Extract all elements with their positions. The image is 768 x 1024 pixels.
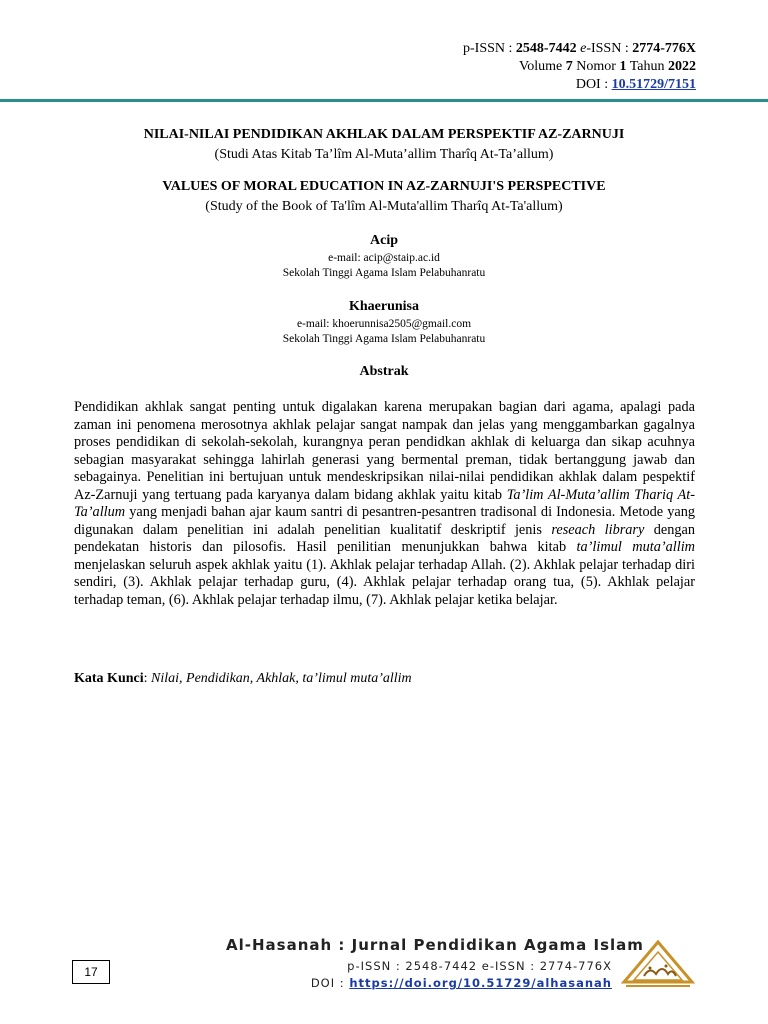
abstract-heading: Abstrak <box>359 364 409 379</box>
footer-journal-title: Al-Hasanah : Jurnal Pendidikan Agama Islam <box>226 936 644 954</box>
footer-doi: DOI : https://doi.org/10.51729/alhasanah <box>310 976 612 990</box>
title-indonesian: NILAI-NILAI PENDIDIKAN AKHLAK DALAM PERSPEKTIF AZ-ZARNUJI <box>143 127 625 142</box>
journal-header <box>463 40 696 94</box>
footer-doi-link[interactable]: https://doi.org/10.51729/alhasanah <box>349 976 612 990</box>
author-name: Khaerunisa <box>348 299 419 314</box>
abstract-body: Pendidikan akhlak sangat penting untuk digalakan karena merupakan bagian dari agama, apalagi pada zaman ini penomena merosotnya akhlak pelajar sangat nampak dan jelas yang menggambarkan gagalnya proses pendidikan di sekolah-sekolah, kurangnya peran pendidkan akhlak di keluarga dan sikap acuhnya sebagian masyarakat sehingga lahirlah generasi yang bermental preman, tidak bertanggung jawab dan sebagainya. Penelitian ini bertujuan untuk mendeskripsikan nilai-nilai pendidikan akhlak dalam pespektif Az-Zarnuji yang tertuang pada karyanya dalam bidang akhlak yaitu kitab Ta’lim Al-Muta’allim Thariq At-Ta’allum yang menjadi bahan ajar kaum santri di pesantren-pesantren tradisonal di Indonesia. Metode yang digunakan dalam penelitian ini adalah penelitian kualitatif deskriptif jenis reseach library dengan pendekatan historis dan pilosofis. Hasil penilitian menunjukkan bahwa kitab ta’limul muta’allim menjelaskan seluruh aspek akhlak yaitu (1). Akhlak pelajar terhadap Allah. (2). Akhlak pelajar terhadap diri sendiri, (3). Akhlak pelajar terhadap guru, (4). Akhlak pelajar terhadap orang tua, (5). Akhlak pelajar terhadap teman, (6). Akhlak pelajar terhadap ilmu, (7). Akhlak pelajar ketika belajar. <box>74 399 696 608</box>
volume-line: Volume 7 Nomor 1 Tahun 2022 <box>518 59 696 74</box>
header-divider <box>0 99 768 102</box>
al-hasanah-logo-icon <box>620 938 696 992</box>
footer-issn: p-ISSN : 2548-7442 e-ISSN : 2774-776X <box>347 959 612 973</box>
author-email: e-mail: khoerunnisa2505@gmail.com <box>296 318 472 330</box>
title-english: VALUES OF MORAL EDUCATION IN AZ-ZARNUJI'S PERSPECTIVE <box>162 179 606 194</box>
page-number: 17 <box>72 960 110 984</box>
author-affiliation: Sekolah Tinggi Agama Islam Pelabuhanratu <box>282 333 486 345</box>
author-affiliation: Sekolah Tinggi Agama Islam Pelabuhanratu <box>282 267 486 279</box>
subtitle-indonesian: (Studi Atas Kitab Ta’lîm Al-Muta’allim Tharîq At-Ta’allum) <box>214 147 554 162</box>
doi-line: DOI : 10.51729/7151 <box>575 77 696 92</box>
subtitle-english: (Study of the Book of Ta'lîm Al-Muta'allim Tharîq At-Ta'allum) <box>205 199 563 214</box>
author-name: Acip <box>370 233 398 248</box>
doi-link[interactable]: 10.51729/7151 <box>611 77 696 92</box>
keywords: Kata Kunci: Nilai, Pendidikan, Akhlak, ta’limul muta’allim <box>74 671 412 686</box>
author-email: e-mail: acip@staip.ac.id <box>328 252 440 264</box>
issn-line: p-ISSN : 2548-7442 e-ISSN : 2774-776X <box>463 41 696 56</box>
